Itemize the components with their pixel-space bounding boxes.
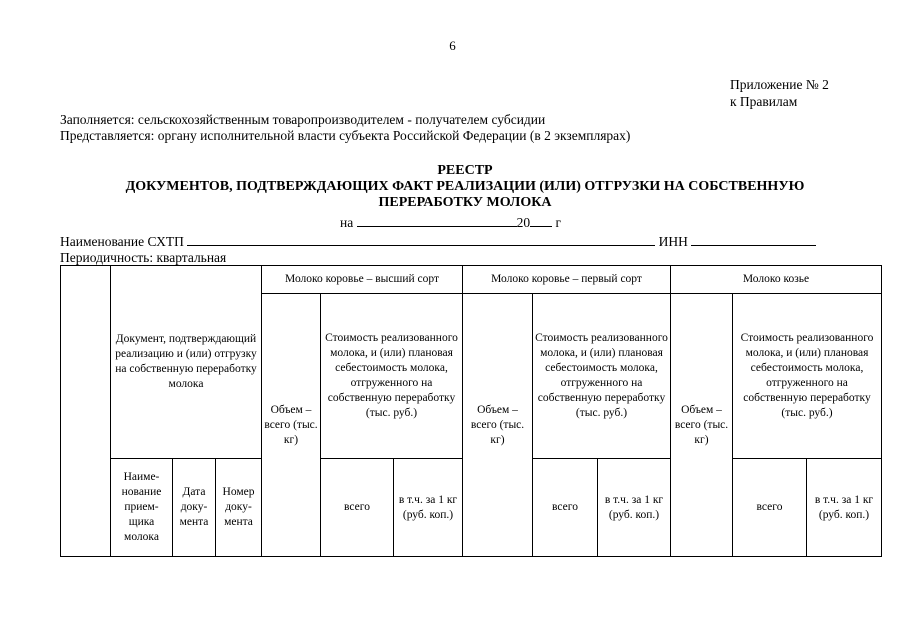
doc-header: Документ, подтверждающий реализацию и (или) отгрузку на собственную переработку молока	[111, 266, 262, 459]
inn-label: ИНН	[658, 234, 688, 249]
appendix-rules: к Правилам	[730, 94, 798, 109]
inn-blank[interactable]	[691, 233, 816, 246]
title-line-3: ПЕРЕРАБОТКУ МОЛОКА	[378, 195, 552, 210]
registry-table	[60, 265, 882, 557]
date-blank[interactable]	[357, 214, 517, 227]
date-year-suffix: г	[555, 215, 562, 230]
volume-cow-top: Объем – всего (тыс. кг)	[262, 294, 321, 557]
appendix-reference	[730, 76, 829, 110]
group-cow-top-grade: Молоко коровье – высший сорт	[262, 266, 463, 294]
cost-cow-first: Стоимость реализованного молока, и (или) плановая себестоимость молока, отгруженного на собственную переработку (тыс. руб.)	[533, 294, 671, 459]
name-line	[60, 233, 816, 250]
total-cow-first: всего	[533, 459, 598, 557]
cost-cow-top: Стоимость реализованного молока, и (или) плановая себестоимость молока, отгруженного на собственную переработку (тыс. руб.)	[321, 294, 463, 459]
doc-receiver-name: Наиме-нование прием-щика молока	[111, 459, 173, 557]
doc-number: Номер доку-мента	[216, 459, 262, 557]
page-number: 6	[449, 38, 456, 53]
group-goat: Молоко козье	[671, 266, 882, 294]
form-instructions	[60, 112, 630, 144]
per-kg-cow-first: в т.ч. за 1 кг (руб. коп.)	[598, 459, 671, 557]
total-goat: всего	[733, 459, 807, 557]
per-kg-goat: в т.ч. за 1 кг (руб. коп.)	[807, 459, 882, 557]
year-blank[interactable]	[530, 214, 552, 227]
volume-cow-first: Объем – всего (тыс. кг)	[463, 294, 533, 557]
doc-date: Дата доку-мента	[173, 459, 216, 557]
filled-by: Заполняется: сельскохозяйственным товаропроизводителем - получателем субсидии	[60, 112, 546, 127]
name-blank[interactable]	[187, 233, 655, 246]
volume-goat: Объем – всего (тыс. кг)	[671, 294, 733, 557]
title-line-1: РЕЕСТР	[437, 163, 493, 178]
cost-goat: Стоимость реализованного молока, и (или) плановая себестоимость молока, отгруженного на собственную переработку (тыс. руб.)	[733, 294, 882, 459]
per-kg-cow-top: в т.ч. за 1 кг (руб. коп.)	[394, 459, 463, 557]
date-year: 20	[516, 215, 531, 230]
appendix-number: Приложение № 2	[730, 77, 829, 92]
periodicity: Периодичность: квартальная	[60, 250, 227, 265]
submitted-to: Представляется: органу исполнительной власти субъекта Российской Федерации (в 2 экземплярах)	[60, 128, 631, 143]
document-title	[60, 163, 870, 211]
group-cow-first-grade: Молоко коровье – первый сорт	[463, 266, 671, 294]
name-label: Наименование СХТП	[60, 234, 184, 249]
date-on-label: на	[340, 215, 354, 230]
total-cow-top: всего	[321, 459, 394, 557]
date-line	[340, 214, 561, 231]
blank-column-cell	[61, 266, 111, 557]
title-line-2: ДОКУМЕНТОВ, ПОДТВЕРЖДАЮЩИХ ФАКТ РЕАЛИЗАЦИИ (ИЛИ) ОТГРУЗКИ НА СОБСТВЕННУЮ	[125, 179, 805, 194]
